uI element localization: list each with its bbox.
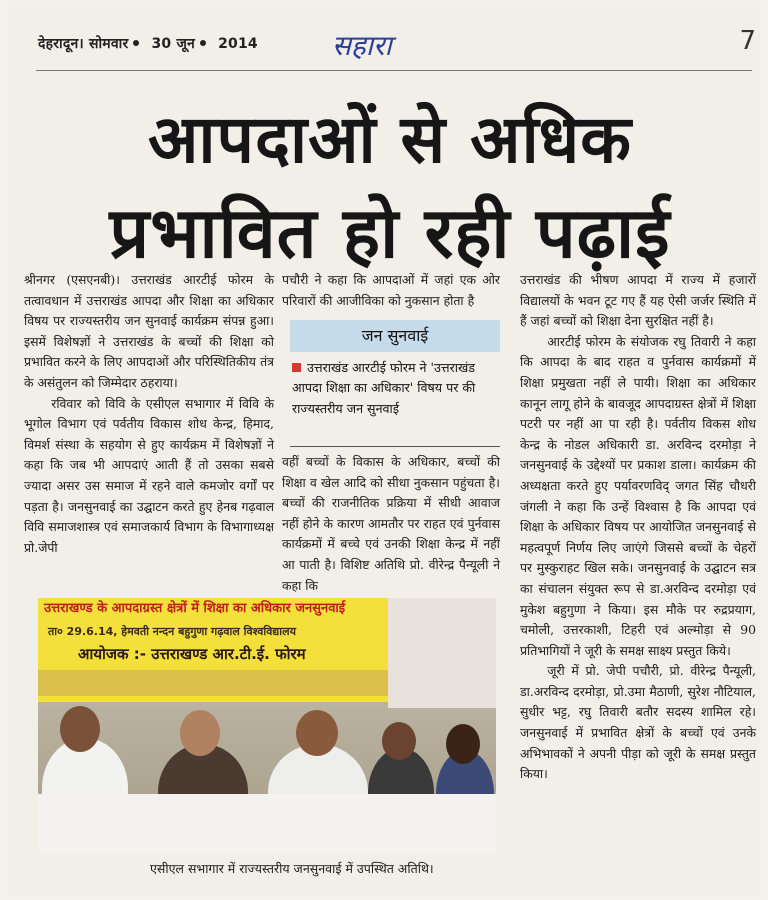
guest-head [446, 724, 480, 764]
page-number: 7 [739, 26, 756, 56]
photo-caption: एसीएल सभागार में राज्यस्तरीय जनसुनवाई में उपस्थित अतिथि। [150, 861, 434, 876]
photo-banner-title: उत्तराखण्ड के आपदाग्रस्त क्षेत्रों में शिक्षा का अधिकार जनसुनवाई [44, 601, 346, 616]
headline-line-1: आपदाओं से अधिक [148, 101, 632, 178]
paragraph: वहीं बच्चों के विकास के अधिकार, बच्चों की शिक्षा व खेल आदि को सीधा नुकसान पहुंचता है। बच्चों की राजनीतिक प्रक्रिया में सीधी आवाज नहीं होने के कारण आमतौर पर राहत एवं पुर्नवास कार्यक्रमों में बच्चे एवं उनकी शिक्षा केन्द्र में नहीं आ पाती है। विशिष्ट अतिथि प्रो. वीरेन्द्र पैन्यूली ने कहा कि [282, 454, 500, 593]
guest-head [60, 706, 100, 752]
dateline-year: 2014 [218, 36, 258, 52]
masthead-rule [36, 70, 752, 71]
paragraph: पचौरी ने कहा कि आपदाओं में जहां एक ओर परिवारों की आजीविका को नुकसान होता है [282, 272, 500, 308]
sidebar-box-divider [290, 446, 500, 447]
projection-screen [388, 598, 496, 708]
photo-banner-subtitle: ता० 29.6.14, हेमवती नन्दन बहुगुणा गढ़वाल विश्वविद्यालय [48, 625, 296, 638]
article-column-2-top [282, 270, 500, 311]
bullet-dot-icon [133, 40, 139, 46]
headline-line-2: प्रभावित हो रही पढ़ाई [109, 192, 671, 274]
dateline-date: 30 जून [151, 36, 195, 52]
sidebar-box-heading: जन सुनवाई [290, 320, 500, 352]
article-column-2-bottom [282, 452, 500, 596]
guest-head [180, 710, 220, 756]
sidebar-box-summary: उत्तराखंड आरटीई फोरम ने 'उत्तराखंड आपदा शिक्षा का अधिकार' विषय पर की राज्यस्तरीय जन सुनवाई [292, 360, 476, 416]
photo-banner-strip [38, 670, 388, 696]
handwritten-source-note: सहारा [332, 29, 392, 62]
paragraph: जूरी में प्रो. जेपी पचौरी, प्रो. वीरेन्द्र पैन्यूली, डा.अरविन्द दरमोड़ा, प्रो.उमा मैठाणी, सुरेश नौटियाल, सुधीर भट्ट, रघु तिवारी बतौर सदस्य शामिल रहे। जनसुनवाई में प्रभावित क्षेत्रों के बच्चों एवं उनके अभिभावकों ने अपनी पीड़ा को जूरी के समक्ष प्रस्तुत किया। [520, 663, 756, 782]
table-cloth [38, 794, 496, 854]
bullet-dot-icon [200, 40, 206, 46]
article-column-1 [24, 270, 274, 558]
event-photo [38, 598, 496, 854]
photo-banner-organiser: आयोजक :- उत्तराखण्ड आर.टी.ई. फोरम [78, 645, 306, 663]
paragraph: श्रीनगर (एसएनबी)। उत्तराखंड आरटीई फोरम के तत्वावधान में उत्तराखंड आपदा और शिक्षा का अधिकार विषय पर राज्यस्तरीय जन सुनवाई कार्यक्रम संपन्न हुआ। इसमें विशेषज्ञों ने उत्तराखंड के बच्चों की शिक्षा को प्रभावित करने के लिए आपदाओं और परिस्थितिकीय तंत्र के असंतुलन को जिम्मेदार ठहराया। [24, 272, 274, 390]
article-column-3 [520, 270, 756, 785]
guest-head [296, 710, 338, 756]
dateline [38, 34, 258, 53]
paragraph: उत्तराखंड की भीषण आपदा में राज्य में हजारों विद्यालयों के भवन टूट गए हैं यह ऐसी जर्जर स्थिति में हैं जहां बच्चों को शिक्षा देना सुरक्षित नहीं है। [520, 272, 756, 329]
dateline-city: देहरादून। सोमवार [38, 36, 129, 52]
paragraph: आरटीई फोरम के संयोजक रघु तिवारी ने कहा कि आपदा के बाद राहत व पुर्नवास कार्यक्रमों में शिक्षा प्रमुखता नहीं ले पायी। शिक्षा का अधिकार कानून लागू होने के बावजूद आपदाग्रस्त क्षेत्रों में शिक्षा पटरी पर नहीं आ पा रही है। पर्वतीय विकस शोध केन्द्र के नोडल अधिकारी डा. अरविन्द दरमोड़ा ने जनसुनवाई के उद्देश्यों पर प्रकाश डाला। कार्यक्रम की अध्यक्षता करते हुए पर्यावरणविद् जगत सिंह चौधरी जंगली ने कहा कि उन्हें विश्वास है कि आपदा एवं शिक्षा के अधिकार विषय पर आयोजित जनसुनवाई से महत्वपूर्ण निर्णय लिए जाएंगे जिससे बच्चों के चेहरों पर मुस्कुराहट खिल सके। जनसुनवाई के उद्घाटन सत्र का संचालन संयुक्त रूप से डा.अरविन्द दरमोड़ा एवं मुकेश बहुगुणा ने किया। इस मौके पर रुद्रप्रयाग, चमोली, उत्तरकाशी, टिहरी एवं अल्मोड़ा से 90 प्रतिभागियों ने जूरी के समक्ष साक्ष्य प्रस्तुत किये। [520, 333, 756, 658]
square-bullet-icon [292, 363, 301, 372]
guest-head [382, 722, 416, 760]
paragraph: रविवार को विवि के एसीएल सभागार में विवि के भूगोल विभाग एवं पर्वतीय विकास शोध केन्द्र, हिमाद, विमर्श संस्था के सहयोग से हुए कार्यक्रम में विशेषज्ञों ने कहा कि जब भी आपदाएं आती हैं तो उसका सबसे ज्यादा असर उस समाज में रहने वाले कमजोर वर्गों पर पड़ता है। जनसुनवाई का उद्घाटन करते हुए हेनब गढ़वाल विवि समाजशास्त्र एवं समाजकार्य विभाग के विभागाध्यक्ष प्रो.जेपी [24, 395, 274, 555]
sidebar-box-text [292, 358, 496, 419]
